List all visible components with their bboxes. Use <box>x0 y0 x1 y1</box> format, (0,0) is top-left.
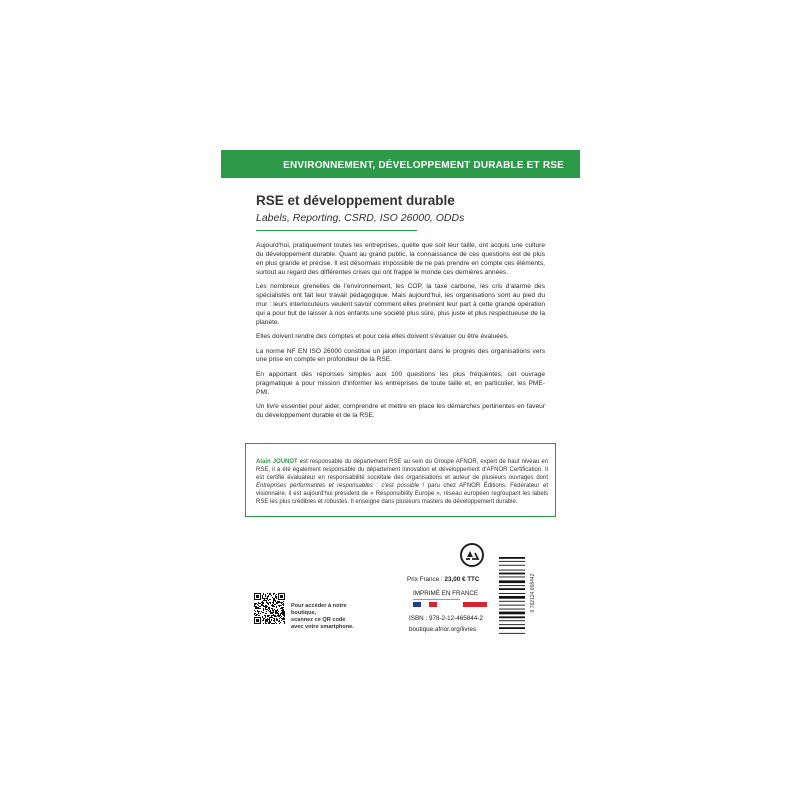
description-paragraph: Aujourd'hui, pratiquement toutes les entreprises, quelle que soit leur taille, ont acquis une culture du développement durable. Quant au grand public, la connaissance de ces questions est de plus en plus grande et précise. Il est désormais impossible de ne pas prendre en compte ces éléments, surtout au regard des différentes crises qui ont frappé le monde ces dernières années. <box>256 242 545 276</box>
author-bio-part: paru chez AFNOR Éditions. Fédérateur et visionnaire, il est aujourd'hui président de « Responsibility Europe », réseau européen regroupant les labels RSE les plus crédibles et robustes. Il enseigne dans plusieurs masters de développement durable. <box>256 483 548 505</box>
price-amount: 23,00 € TTC <box>444 576 480 583</box>
flag-stripe <box>463 602 487 607</box>
description-paragraph: La norme NF EN ISO 26000 constitue un jalon important dans le progrès des organisations vers une prise en compte en profondeur de la RSE. <box>256 347 545 364</box>
qr-caption-line: Pour accéder à notre boutique, <box>291 603 347 616</box>
price <box>407 576 479 583</box>
shop-url: boutique.afnor.org/livres <box>409 626 477 633</box>
book-subtitle: Labels, Reporting, CSRD, ISO 26000, ODDs <box>256 212 465 224</box>
printed-in-label: IMPRIMÉ EN FRANCE <box>413 590 479 597</box>
barcode-digits <box>527 556 537 634</box>
divider <box>413 599 460 600</box>
description-paragraph: Un livre essentiel pour aider, comprendre et mettre en place les démarches pertinentes en faveur du développement durable et de la RSE. <box>256 403 545 419</box>
recycle-paper-icon <box>459 542 485 568</box>
barcode-number: 9 782124 658442 <box>530 573 536 613</box>
description-paragraph: Les nombreux grenelles de l'environnement, les COP, la taxe carbone, les cris d'alarme des spécialistes ont fait leur travail pédagogique. Mais aujourd'hui, les organisations sont au pied du mur : leurs interlocuteurs veulent savoir comment elles prennent leur part à cette grande opération qui a pour but de laisser à nos enfants une société plus sûre, plus juste et plus respectueuse de la planète. <box>256 283 545 326</box>
author-bio-box <box>245 443 556 517</box>
title-divider <box>256 230 417 231</box>
author-book-title: Entreprises performantes et responsables : c'est possible ! <box>256 483 425 489</box>
qr-caption <box>291 603 371 631</box>
description-paragraph: En apportant des réponses simples aux 100 questions les plus fréquentes, cet ouvrage pragmatique a pour mission d'informer les entreprises de toute taille et, en particulier, les PME-PMI. <box>256 370 545 396</box>
description-paragraph: Elles doivent rendre des comptes et pour cela elles doivent s'évaluer ou être évaluées. <box>256 333 509 341</box>
collection-banner <box>221 150 580 178</box>
barcode-icon <box>499 556 527 634</box>
collection-label: ENVIRONNEMENT, DÉVELOPPEMENT DURABLE ET RSE <box>283 160 564 171</box>
author-name: Alain JOUNOT <box>256 459 298 465</box>
french-flag-icon <box>413 602 437 607</box>
isbn: ISBN : 978-2-12-465844-2 <box>409 615 483 622</box>
qr-caption-line: scannez ce QR code <box>291 617 346 623</box>
author-bio-part: est responsable du département RSE au sein du Groupe AFNOR, expert de haut niveau en RSE, il a été également responsable du département innovation et développement d'AFNOR Certification. Il est certifié évaluateur en responsabilité sociétale des organisations et auteur de plusieurs ouvrages dont <box>256 459 549 481</box>
qr-code-icon <box>254 593 285 624</box>
price-label: Prix France : <box>407 576 445 583</box>
qr-caption-line: avec votre smartphone. <box>291 624 354 630</box>
barcode <box>499 556 535 634</box>
book-title: RSE et développement durable <box>256 193 455 208</box>
author-bio <box>256 458 548 506</box>
book-back-cover <box>221 150 580 650</box>
description-text <box>256 242 545 426</box>
